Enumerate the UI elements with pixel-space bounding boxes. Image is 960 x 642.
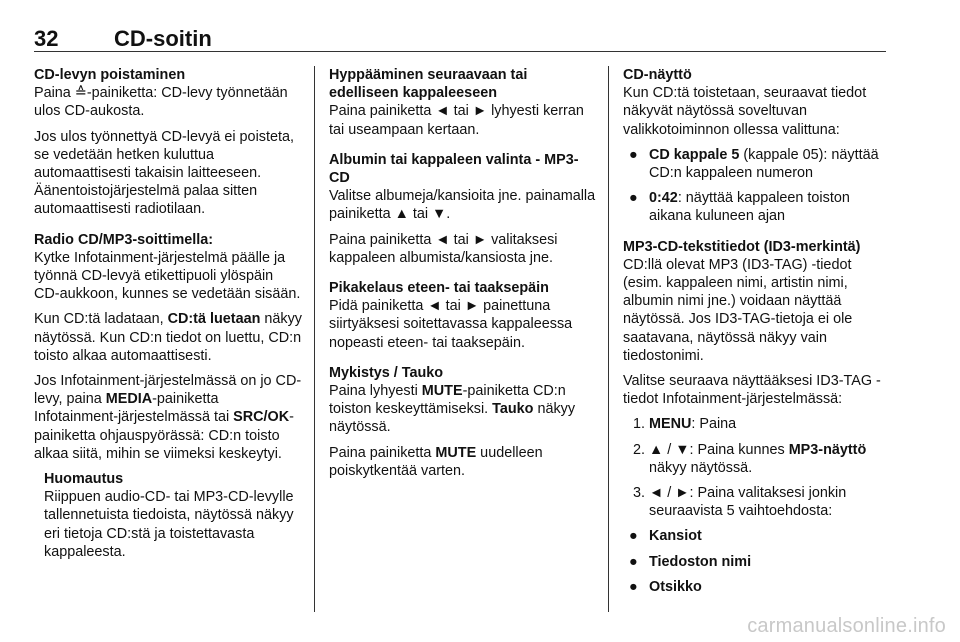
heading-fast-forward: Pikakelaus eteen- tai taaksepäin [329,280,549,297]
paragraph: CD:llä olevat MP3 (ID3-TAG) -tiedot (esim. kappaleen nimi, artistin nimi, albumin nimi jne.) voidaan näyttää näytössä. Jos ID3-TAG-tietoja ei ole saatavana, näytössä näkyy vain tiedostonimi. [623,256,853,364]
heading-radio-cd: Radio CD/MP3-soittimella: [34,231,214,248]
column-divider-1 [314,66,315,612]
list-item: ● Tiedoston nimi [629,553,752,570]
heading-album-select: Albumin tai kappaleen valinta - MP3-CD [329,151,579,187]
heading-cd-display: CD-näyttö [623,67,692,83]
bullet-icon: ● [629,528,638,545]
paragraph: Valitse albumeja/kansioita jne. painamalla painiketta ▲ tai ▼. [329,188,596,223]
list-item: 1. MENU: Paina [633,416,737,433]
note-title: Huomautus [44,471,124,488]
note-text: Riippuen audio-CD- tai MP3-CD-levylle tallennetuista tiedoista, näytössä näkyy eri tietoja CD:stä ja toistettavasta kappaleesta. [44,489,294,560]
paragraph: Kun CD:tä toistetaan, seuraavat tiedot näkyvät näytössä soveltuvan valikkotoiminnon ollessa valittuna: [623,85,867,138]
column-1 [34,66,302,568]
bullet-icon: ● [629,578,638,595]
paragraph: Paina lyhyesti MUTE-painiketta CD:n toiston keskeyttämiseksi. Tauko näkyy näytössä. [329,383,576,436]
display-info-list [623,146,891,226]
paragraph: Paina painiketta ◄ tai ► valitaksesi kappaleen albumista/kansiosta jne. [329,231,558,266]
column-2 [329,66,597,487]
paragraph: Pidä painiketta ◄ tai ► painettuna siirtyäksesi soitettavassa kappaleessa nopeasti eteen- tai taaksepäin. [329,298,573,351]
bullet-icon: ● [629,146,638,163]
section-title: CD-soitin [114,26,212,51]
bullet-icon: ● [629,553,638,570]
list-item: ● CD kappale 5 (kappale 05): näyttää CD:n kappaleen numeron [629,146,879,182]
paragraph: Kytke Infotainment-järjestelmä päälle ja työnnä CD-levyä etikettipuoli ylöspäin CD-aukkoon, kunnes se vedetään sisään. [34,249,301,303]
paragraph: Jos ulos työnnettyä CD-levyä ei poisteta, se vedetään hetken kuluttua automaattisesti takaisin laitteeseen. Äänentoistojärjestelmä palaa sitten automaattisesti radiotilaan. [34,128,294,218]
heading-track-skip: Hyppääminen seuraavaan tai edelliseen kappaleeseen [329,67,528,102]
paragraph: Jos Infotainment-järjestelmässä on jo CD-levy, paina MEDIA-painiketta Infotainment-järjestelmässä tai SRC/OK-painiketta ohjauspyörässä: CD:n toisto alkaa siitä, mihin se viimeksi keskeytyi. [34,373,302,462]
list-item: ● Kansiot [629,528,702,545]
paragraph: Paina ≙-painiketta: CD-levy työnnetään ulos CD-aukosta. [34,85,288,120]
heading-id3: MP3-CD-tekstitiedot (ID3-merkintä) [623,238,861,255]
bullet-icon: ● [629,190,638,207]
paragraph: Paina painiketta MUTE uudelleen poiskytkentää varten. [329,444,543,479]
list-item: 2. ▲ / ▼: Paina kunnes MP3-näyttö näkyy näytössä. [633,441,867,476]
paragraph: Kun CD:tä ladataan, CD:tä luetaan näkyy näytössä. Kun CD:n tiedot on luettu, CD:n toisto alkaa automaattisesti. [34,311,302,364]
column-divider-2 [608,66,609,612]
options-list [623,527,891,596]
watermark: carmanualsonline.info [747,615,946,637]
page-number: 32 [34,26,59,51]
paragraph: Paina painiketta ◄ tai ► lyhyesti kerran tai useampaan kertaan. [329,103,584,138]
header-divider [34,51,886,52]
paragraph: Valitse seuraava näyttääksesi ID3-TAG -tiedot Infotainment-järjestelmässä: [623,373,881,408]
note-box [44,470,302,561]
list-item: ● 0:42: näyttää kappaleen toiston aikana kuluneen ajan [629,190,850,225]
list-item: ● Otsikko [629,578,702,595]
heading-mute: Mykistys / Tauko [329,364,444,381]
steps-list [623,415,891,520]
column-3 [623,66,891,603]
heading-cd-eject: CD-levyn poistaminen [34,67,186,83]
list-item: 3. ◄ / ►: Paina valitaksesi jonkin seuraavista 5 vaihtoehdosta: [633,485,847,520]
